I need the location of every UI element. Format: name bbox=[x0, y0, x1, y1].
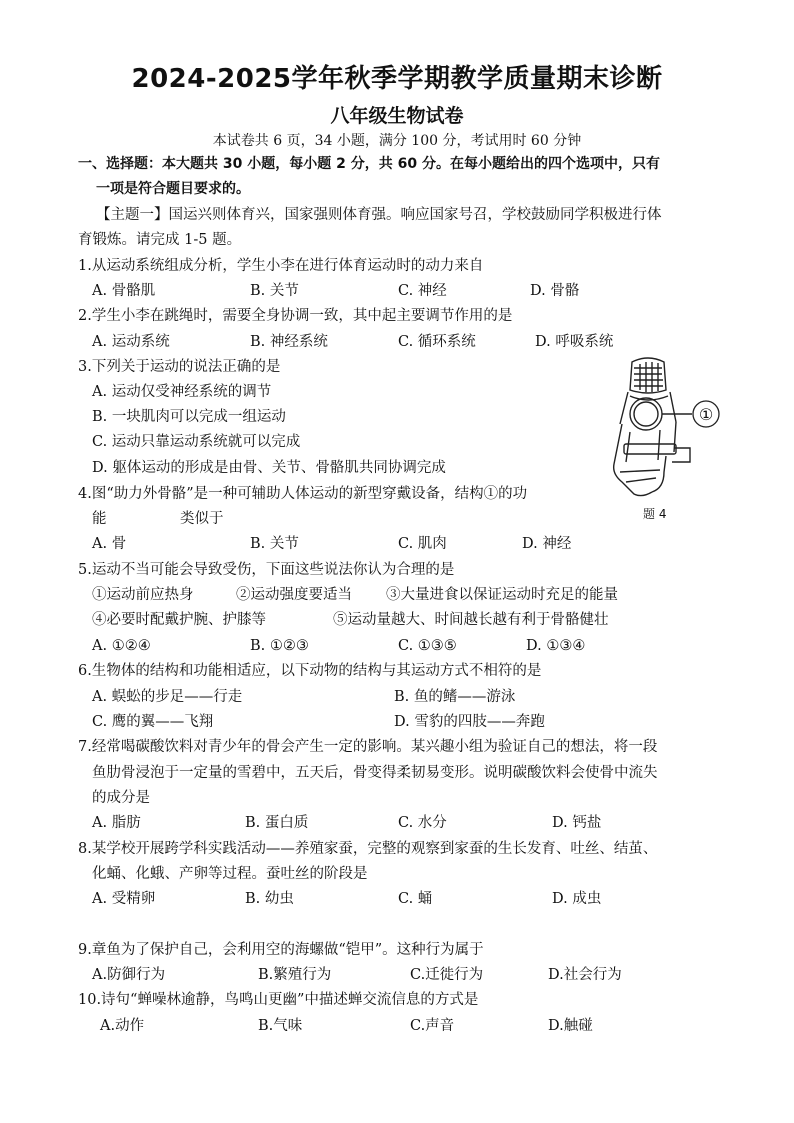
question-10-option-a[interactable]: A.动作 bbox=[100, 1018, 145, 1034]
question-7-option-c[interactable]: C. 水分 bbox=[398, 815, 447, 831]
page-title: 2024-2025学年秋季学期教学质量期末诊断 bbox=[131, 64, 663, 94]
page-subtitle: 八年级生物试卷 bbox=[330, 105, 464, 127]
question-7-option-d[interactable]: D. 钙盐 bbox=[552, 815, 602, 831]
question-8-stem: 8.某学校开展跨学科实践活动——养殖家蚕，完整的观察到家蚕的生长发育、吐丝、结茧、 bbox=[78, 841, 658, 857]
question-6-option-b[interactable]: B. 鱼的鳍——游泳 bbox=[394, 689, 516, 705]
question-1-option-d[interactable]: D. 骨骼 bbox=[530, 283, 580, 299]
figure-caption: 题 4 bbox=[643, 507, 667, 521]
question-7-stem-cont-2: 的成分是 bbox=[92, 790, 150, 806]
question-3-option-d[interactable]: D. 躯体运动的形成是由骨、关节、骨骼肌共同协调完成 bbox=[92, 460, 446, 476]
question-6-option-a[interactable]: A. 蜈蚣的步足——行走 bbox=[92, 689, 243, 705]
question-9-option-a[interactable]: A.防御行为 bbox=[92, 967, 166, 983]
question-9-stem: 9.章鱼为了保护自己，会利用空的海螺做“铠甲”。这种行为属于 bbox=[78, 942, 484, 958]
question-5-option-c[interactable]: C. ①③⑤ bbox=[398, 638, 457, 654]
question-5-statement-5: ⑤运动量越大、时间越长越有利于骨骼健壮 bbox=[333, 612, 609, 628]
question-6-option-c[interactable]: C. 鹰的翼——飞翔 bbox=[92, 714, 214, 730]
question-2-option-a[interactable]: A. 运动系统 bbox=[92, 334, 170, 350]
question-9-option-b[interactable]: B.繁殖行为 bbox=[258, 967, 332, 983]
question-1-option-a[interactable]: A. 骨骼肌 bbox=[92, 283, 156, 299]
question-10-option-d[interactable]: D.触碰 bbox=[548, 1018, 593, 1034]
question-9-option-d[interactable]: D.社会行为 bbox=[548, 967, 622, 983]
question-7-option-b[interactable]: B. 蛋白质 bbox=[245, 815, 309, 831]
theme-intro-cont: 育锻炼。请完成 1-5 题。 bbox=[78, 232, 242, 248]
section-heading-cont: 一项是符合题目要求的。 bbox=[96, 181, 250, 197]
question-1-stem: 1.从运动系统组成分析，学生小李在进行体育运动时的动力来自 bbox=[78, 258, 484, 274]
question-8-option-d[interactable]: D. 成虫 bbox=[552, 891, 602, 907]
theme-intro: 【主题一】国运兴则体育兴，国家强则体育强。响应国家号召，学校鼓励同学积极进行体 bbox=[96, 207, 662, 223]
question-2-option-c[interactable]: C. 循环系统 bbox=[398, 334, 476, 350]
exam-info: 本试卷共 6 页，34 小题，满分 100 分，考试用时 60 分钟 bbox=[212, 133, 582, 149]
question-2-option-b[interactable]: B. 神经系统 bbox=[250, 334, 328, 350]
question-10-stem: 10.诗句“蝉噪林逾静，鸟鸣山更幽”中描述蝉交流信息的方式是 bbox=[78, 992, 479, 1008]
question-4-stem-cont-b: 类似于 bbox=[180, 511, 224, 527]
exoskeleton-figure bbox=[600, 352, 740, 502]
question-6-stem: 6.生物体的结构和功能相适应，以下动物的结构与其运动方式不相符的是 bbox=[78, 663, 542, 679]
question-4-option-d[interactable]: D. 神经 bbox=[522, 536, 572, 552]
question-4-option-b[interactable]: B. 关节 bbox=[250, 536, 299, 552]
figure-marker-1: ① bbox=[698, 405, 714, 424]
question-10-option-c[interactable]: C.声音 bbox=[410, 1018, 455, 1034]
question-4-stem-cont-a: 能 bbox=[92, 511, 107, 527]
question-2-option-d[interactable]: D. 呼吸系统 bbox=[535, 334, 614, 350]
question-2-stem: 2.学生小李在跳绳时，需要全身协调一致，其中起主要调节作用的是 bbox=[78, 308, 513, 324]
question-5-stem: 5.运动不当可能会导致受伤，下面这些说法你认为合理的是 bbox=[78, 562, 455, 578]
question-9-option-c[interactable]: C.迁徙行为 bbox=[410, 967, 484, 983]
question-8-option-b[interactable]: B. 幼虫 bbox=[245, 891, 294, 907]
question-1-option-c[interactable]: C. 神经 bbox=[398, 283, 447, 299]
question-5-statement-3: ③大量进食以保证运动时充足的能量 bbox=[386, 587, 618, 603]
question-5-option-a[interactable]: A. ①②④ bbox=[92, 638, 151, 654]
question-1-option-b[interactable]: B. 关节 bbox=[250, 283, 299, 299]
question-5-statement-1: ①运动前应热身 bbox=[92, 587, 194, 603]
question-10-option-b[interactable]: B.气味 bbox=[258, 1018, 303, 1034]
question-3-option-c[interactable]: C. 运动只靠运动系统就可以完成 bbox=[92, 434, 301, 450]
question-4-option-c[interactable]: C. 肌肉 bbox=[398, 536, 447, 552]
question-7-stem: 7.经常喝碳酸饮料对青少年的骨会产生一定的影响。某兴趣小组为验证自己的想法，将一段 bbox=[78, 739, 658, 755]
question-7-option-a[interactable]: A. 脂肪 bbox=[92, 815, 141, 831]
question-5-option-d[interactable]: D. ①③④ bbox=[526, 638, 586, 654]
section-heading: 一、选择题：本大题共 30 小题，每小题 2 分，共 60 分。在每小题给出的四个选项中，只有 bbox=[78, 156, 660, 172]
question-5-statement-4: ④必要时配戴护腕、护膝等 bbox=[92, 612, 266, 628]
question-8-option-a[interactable]: A. 受精卵 bbox=[92, 891, 156, 907]
question-3-option-a[interactable]: A. 运动仅受神经系统的调节 bbox=[92, 384, 272, 400]
question-5-option-b[interactable]: B. ①②③ bbox=[250, 638, 309, 654]
question-6-option-d[interactable]: D. 雪豹的四肢——奔跑 bbox=[394, 714, 545, 730]
question-4-option-a[interactable]: A. 骨 bbox=[92, 536, 127, 552]
question-8-stem-cont: 化蛹、化蛾、产卵等过程。蚕吐丝的阶段是 bbox=[92, 866, 368, 882]
question-5-statement-2: ②运动强度要适当 bbox=[236, 587, 352, 603]
question-4-stem: 4.图“助力外骨骼”是一种可辅助人体运动的新型穿戴设备，结构①的功 bbox=[78, 486, 528, 502]
question-7-stem-cont: 鱼肋骨浸泡于一定量的雪碧中，五天后，骨变得柔韧易变形。说明碳酸饮料会使骨中流失 bbox=[92, 765, 658, 781]
question-3-option-b[interactable]: B. 一块肌肉可以完成一组运动 bbox=[92, 409, 286, 425]
question-3-stem: 3.下列关于运动的说法正确的是 bbox=[78, 359, 281, 375]
question-8-option-c[interactable]: C. 蛹 bbox=[398, 891, 433, 907]
